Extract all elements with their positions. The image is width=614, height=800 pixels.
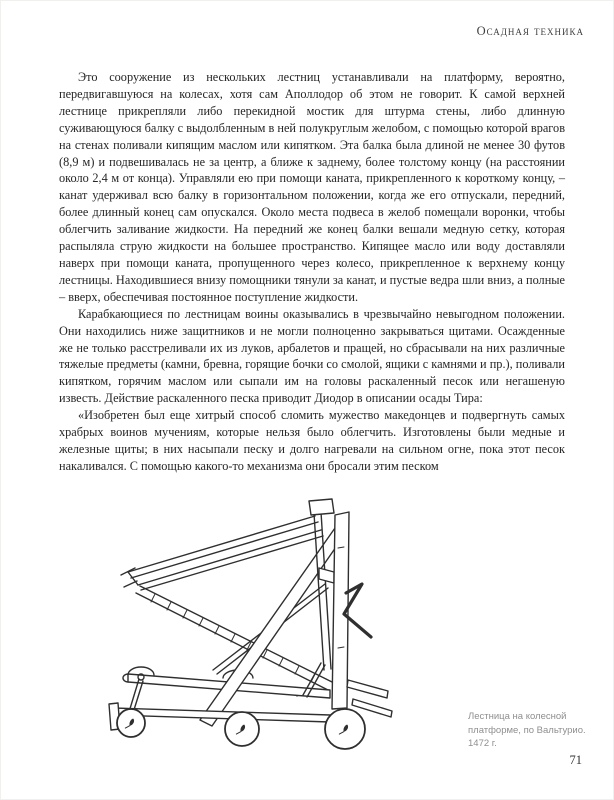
siege-ladder-drawing [95, 498, 447, 798]
paragraph-2: Карабкающиеся по лестницам воины оказывались в чрезвычайно невыгодном положении. Они находились ниже защитников и не могли полноценно закрываться щитами. Осажденные же не только расстреливали их из луков, арбалетов и пращей, но сбрасывали на них различные тяжелые предметы (камни, бревна, горящие бочки со смолой, ящики с камнями и пр.), поливали кипятком, горячим маслом или сыпали им на головы раскаленный песок или негашеную известь. Действие раскаленного песка приводит Диодор в описании осады Тира: [59, 306, 565, 406]
siege-ladder-illustration [95, 498, 447, 798]
figure-caption-line-3: 1472 г. [468, 738, 497, 749]
figure-caption-line-2: платформе, по Вальтурио. [468, 724, 586, 736]
body-text [59, 69, 565, 475]
running-head: Осадная техника [476, 24, 584, 38]
page-number: 71 [569, 753, 582, 767]
figure-caption-line-1: Лестница на колесной [468, 711, 567, 722]
paragraph-1: Это сооружение из нескольких лестниц устанавливали на платформу, вероятно, передвигавшуюся на колесах, хотя сам Аполлодор об этом не говорит. К самой верхней лестнице прикрепляли либо перекидной мостик для штурма стены, либо длинную суживающуюся балку с выдолбленным в ней полукруглым желобом, с помощью которой врагов на стенах поливали кипящим маслом или кипятком. Эта балка была длиной не менее 30 футов (8,9 м) и подвешивалась не за центр, а ближе к заднему, более толстому концу (на расстоянии около 2,4 м от конца). Управляли ею при помощи каната, прикрепленного к короткому концу, – канат удерживал всю балку в горизонтальном положении, когда же его отпускали, передний, более длинный конец сам опускался. Около места подвеса в желоб помещали воронки, чтобы облегчить заливание жидкости. На передний же конец балки вешали медную сетку, которая распыляла струю жидкости на большее пространство. Кипящее масло или воду доставляли наверх при помощи каната, пропущенного через колесо, прикрепленное к верхнему концу лестницы. Находившиеся внизу помощники тянули за канат, и пустые ведра шли вниз, а полные – вверх, обеспечивая постоянное поступление жидкости. [59, 70, 565, 304]
figure-caption [468, 710, 586, 751]
paragraph-3: «Изобретен был еще хитрый способ сломить мужество македонцев и подвергнуть самых храбрых воинов мучениям, которые нельзя было облегчить. Изготовлены были медные и железные щиты; в них насыпали песку и долго нагревали на сильном огне, пока этот песок накаливался. С помощью какого-то механизма они бросали этим песком [59, 408, 565, 473]
